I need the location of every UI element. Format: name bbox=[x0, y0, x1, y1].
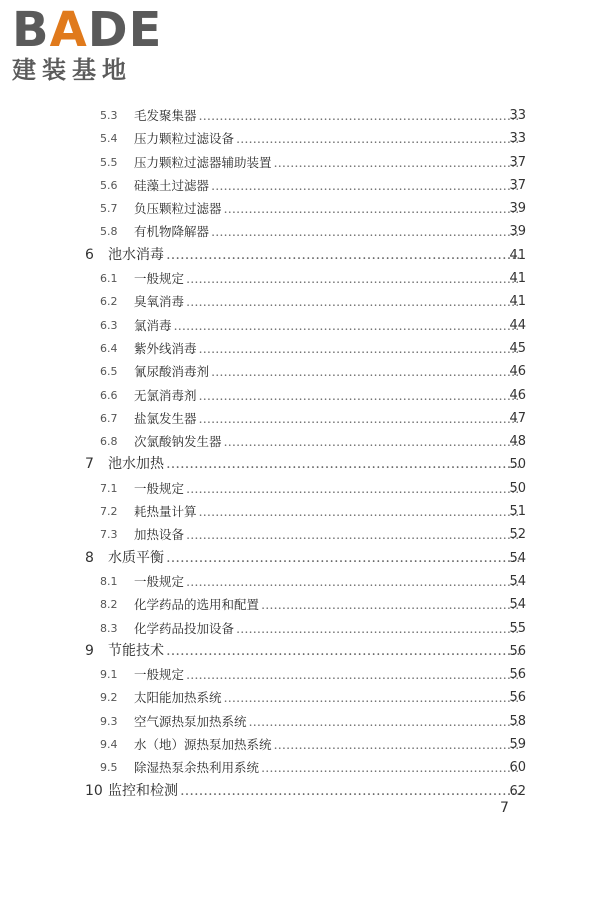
toc-entry-number: 9.1 bbox=[100, 668, 118, 682]
toc-entry-page: 51 bbox=[509, 504, 526, 520]
toc-entry-title: 监控和检测 bbox=[108, 782, 178, 799]
toc-section-row[interactable] bbox=[0, 197, 600, 220]
toc-entry-title: 硅藻土过滤器 bbox=[134, 177, 210, 193]
toc-entry-title: 水质平衡 bbox=[108, 549, 164, 566]
toc-entry-title: 一般规定 bbox=[134, 573, 185, 589]
toc-entry-title: 氯消毒 bbox=[134, 317, 172, 333]
toc-entry-title-leader bbox=[108, 244, 520, 267]
logo-letters-end: DE bbox=[87, 2, 163, 58]
toc-entry-title: 毛发聚集器 bbox=[134, 108, 197, 123]
toc-entry-title: 太阳能加热系统 bbox=[134, 690, 222, 706]
toc-section-row[interactable] bbox=[0, 337, 600, 360]
toc-entry-title: 一般规定 bbox=[134, 480, 185, 496]
toc-entry-title-leader bbox=[108, 547, 520, 570]
toc-entry-number: 5.5 bbox=[100, 155, 118, 169]
toc-entry-title-leader bbox=[134, 733, 520, 756]
toc-entry-number: 8.2 bbox=[100, 598, 118, 612]
toc-entry-title-leader bbox=[134, 523, 520, 546]
toc-entry-title: 一般规定 bbox=[134, 667, 185, 683]
toc-section-row[interactable] bbox=[0, 430, 600, 453]
toc-entry-page: 46 bbox=[509, 387, 526, 403]
toc-entry-number: 10 bbox=[85, 782, 103, 799]
toc-entry-title: 节能技术 bbox=[108, 642, 164, 659]
toc-section-row[interactable] bbox=[0, 314, 600, 337]
toc-entry-title-leader bbox=[134, 337, 520, 360]
toc-entry-title-leader bbox=[134, 686, 520, 709]
toc-entry-page: 59 bbox=[509, 737, 526, 753]
toc-chapter-row[interactable] bbox=[0, 780, 600, 803]
toc-entry-number: 6.6 bbox=[100, 388, 118, 402]
toc-section-row[interactable] bbox=[0, 290, 600, 313]
toc-entry-number: 6.3 bbox=[100, 318, 118, 332]
logo-letter-accent: A bbox=[49, 2, 88, 58]
toc-entry-page: 48 bbox=[509, 434, 526, 450]
toc-entry-title: 池水消毒 bbox=[108, 246, 164, 263]
toc-entry-page: 52 bbox=[509, 527, 526, 543]
toc-chapter-row[interactable] bbox=[0, 244, 600, 267]
toc-section-row[interactable] bbox=[0, 756, 600, 779]
toc-section-row[interactable] bbox=[0, 686, 600, 709]
toc-entry-title-leader bbox=[134, 663, 520, 686]
toc-entry-title: 压力颗粒过滤设备 bbox=[134, 131, 235, 147]
toc-section-row[interactable] bbox=[0, 151, 600, 174]
toc-entry-number: 9.5 bbox=[100, 761, 118, 775]
toc-entry-title: 盐氯发生器 bbox=[134, 410, 197, 426]
toc-section-row[interactable] bbox=[0, 710, 600, 733]
logo-wordmark bbox=[12, 2, 182, 58]
toc-entry-page: 50 bbox=[509, 457, 526, 473]
toc-entry-number: 6.4 bbox=[100, 341, 118, 355]
toc-entry-title: 次氯酸钠发生器 bbox=[134, 434, 222, 450]
toc-entry-number: 6.1 bbox=[100, 272, 118, 286]
toc-entry-title: 紫外线消毒 bbox=[134, 340, 197, 356]
toc-section-row[interactable] bbox=[0, 477, 600, 500]
toc-entry-number: 6.7 bbox=[100, 411, 118, 425]
toc-entry-title-leader bbox=[134, 220, 520, 243]
toc-entry-page: 41 bbox=[509, 271, 526, 287]
toc-entry-title: 水（地）源热泵加热系统 bbox=[134, 737, 272, 753]
toc-entry-title-leader bbox=[134, 407, 520, 430]
toc-entry-number: 8.3 bbox=[100, 621, 118, 635]
toc-entry-number: 7.1 bbox=[100, 481, 118, 495]
toc-entry-number: 6 bbox=[85, 246, 94, 263]
toc-entry-title-leader bbox=[108, 453, 520, 476]
toc-entry-title: 氰尿酸消毒剂 bbox=[134, 364, 210, 380]
toc-entry-page: 39 bbox=[509, 224, 526, 240]
toc-entry-number: 9 bbox=[85, 642, 94, 659]
toc-entry-title-leader bbox=[134, 617, 520, 640]
toc-entry-number: 7.2 bbox=[100, 505, 118, 519]
toc-entry-title-leader bbox=[134, 314, 520, 337]
table-of-contents bbox=[0, 104, 600, 803]
toc-entry-number: 5.4 bbox=[100, 132, 118, 146]
toc-entry-title-leader bbox=[134, 384, 520, 407]
toc-entry-page: 62 bbox=[509, 783, 526, 799]
toc-entry-page: 58 bbox=[509, 713, 526, 729]
toc-chapter-row[interactable] bbox=[0, 547, 600, 570]
toc-entry-page: 33 bbox=[509, 108, 526, 123]
toc-entry-number: 8 bbox=[85, 549, 94, 566]
toc-entry-title-leader bbox=[134, 197, 520, 220]
toc-section-row[interactable] bbox=[0, 104, 600, 127]
toc-entry-number: 6.2 bbox=[100, 295, 118, 309]
toc-entry-title-leader bbox=[134, 290, 520, 313]
toc-entry-title: 耗热量计算 bbox=[134, 504, 197, 520]
toc-entry-page: 37 bbox=[509, 177, 526, 193]
toc-entry-title-leader bbox=[134, 127, 520, 150]
toc-entry-title: 化学药品投加设备 bbox=[134, 620, 235, 636]
toc-section-row[interactable] bbox=[0, 617, 600, 640]
toc-entry-page: 47 bbox=[509, 410, 526, 426]
toc-entry-number: 5.3 bbox=[100, 109, 118, 122]
toc-section-row[interactable] bbox=[0, 500, 600, 523]
toc-entry-number: 9.3 bbox=[100, 714, 118, 728]
toc-entry-number: 7.3 bbox=[100, 528, 118, 542]
toc-entry-number: 8.1 bbox=[100, 574, 118, 588]
toc-entry-page: 54 bbox=[509, 573, 526, 589]
page-number: 7 bbox=[500, 800, 509, 816]
logo-letters-start: B bbox=[12, 2, 50, 58]
toc-section-row[interactable] bbox=[0, 593, 600, 616]
toc-entry-title: 加热设备 bbox=[134, 527, 185, 543]
toc-entry-page: 41 bbox=[509, 247, 526, 263]
toc-entry-page: 44 bbox=[509, 317, 526, 333]
toc-entry-title-leader bbox=[134, 104, 520, 127]
toc-entry-title: 压力颗粒过滤器辅助装置 bbox=[134, 154, 272, 170]
toc-entry-title-leader bbox=[108, 780, 520, 803]
toc-section-row[interactable] bbox=[0, 570, 600, 593]
toc-entry-page: 45 bbox=[509, 340, 526, 356]
toc-entry-number: 7 bbox=[85, 456, 94, 473]
toc-entry-title: 无氯消毒剂 bbox=[134, 387, 197, 403]
toc-entry-page: 33 bbox=[509, 131, 526, 147]
toc-entry-page: 56 bbox=[509, 690, 526, 706]
toc-entry-title: 除湿热泵余热利用系统 bbox=[134, 760, 260, 776]
toc-entry-title: 空气源热泵加热系统 bbox=[134, 713, 247, 729]
toc-entry-number: 9.4 bbox=[100, 738, 118, 752]
toc-entry-title: 一般规定 bbox=[134, 271, 185, 287]
toc-section-row[interactable] bbox=[0, 127, 600, 150]
toc-entry-page: 37 bbox=[509, 154, 526, 170]
toc-entry-page: 56 bbox=[509, 643, 526, 659]
toc-entry-number: 6.8 bbox=[100, 435, 118, 449]
toc-entry-title: 化学药品的选用和配置 bbox=[134, 597, 260, 613]
toc-entry-page: 54 bbox=[509, 550, 526, 566]
toc-entry-title-leader bbox=[108, 640, 520, 663]
toc-entry-title-leader bbox=[134, 360, 520, 383]
toc-entry-number: 5.8 bbox=[100, 225, 118, 239]
logo-chinese-text: 建装基地 bbox=[12, 56, 132, 84]
toc-entry-title-leader bbox=[134, 430, 520, 453]
toc-entry-page: 41 bbox=[509, 294, 526, 310]
toc-entry-title-leader bbox=[134, 500, 520, 523]
toc-entry-title-leader bbox=[134, 570, 520, 593]
toc-entry-page: 54 bbox=[509, 597, 526, 613]
toc-chapter-row[interactable] bbox=[0, 640, 600, 663]
toc-section-row[interactable] bbox=[0, 523, 600, 546]
bade-logo bbox=[12, 2, 182, 86]
toc-entry-title-leader bbox=[134, 267, 520, 290]
toc-section-row[interactable] bbox=[0, 174, 600, 197]
toc-section-row[interactable] bbox=[0, 360, 600, 383]
toc-entry-page: 39 bbox=[509, 201, 526, 217]
toc-entry-title-leader bbox=[134, 756, 520, 779]
toc-entry-title: 有机物降解器 bbox=[134, 224, 210, 240]
toc-entry-page: 60 bbox=[509, 760, 526, 776]
toc-entry-number: 5.7 bbox=[100, 202, 118, 216]
toc-section-row[interactable] bbox=[0, 663, 600, 686]
toc-entry-title: 池水加热 bbox=[108, 456, 164, 473]
toc-section-row[interactable] bbox=[0, 220, 600, 243]
toc-entry-page: 50 bbox=[509, 480, 526, 496]
toc-entry-title-leader bbox=[134, 151, 520, 174]
toc-entry-page: 46 bbox=[509, 364, 526, 380]
toc-entry-title: 负压颗粒过滤器 bbox=[134, 201, 222, 217]
toc-entry-number: 5.6 bbox=[100, 178, 118, 192]
toc-entry-title-leader bbox=[134, 710, 520, 733]
toc-entry-page: 55 bbox=[509, 620, 526, 636]
toc-entry-number: 6.5 bbox=[100, 365, 118, 379]
toc-section-row[interactable] bbox=[0, 733, 600, 756]
toc-section-row[interactable] bbox=[0, 384, 600, 407]
toc-entry-title-leader bbox=[134, 174, 520, 197]
toc-entry-title-leader bbox=[134, 477, 520, 500]
toc-section-row[interactable] bbox=[0, 407, 600, 430]
toc-entry-number: 9.2 bbox=[100, 691, 118, 705]
toc-chapter-row[interactable] bbox=[0, 453, 600, 476]
toc-entry-title-leader bbox=[134, 593, 520, 616]
toc-entry-title: 臭氧消毒 bbox=[134, 294, 185, 310]
toc-section-row[interactable] bbox=[0, 267, 600, 290]
toc-entry-page: 56 bbox=[509, 667, 526, 683]
